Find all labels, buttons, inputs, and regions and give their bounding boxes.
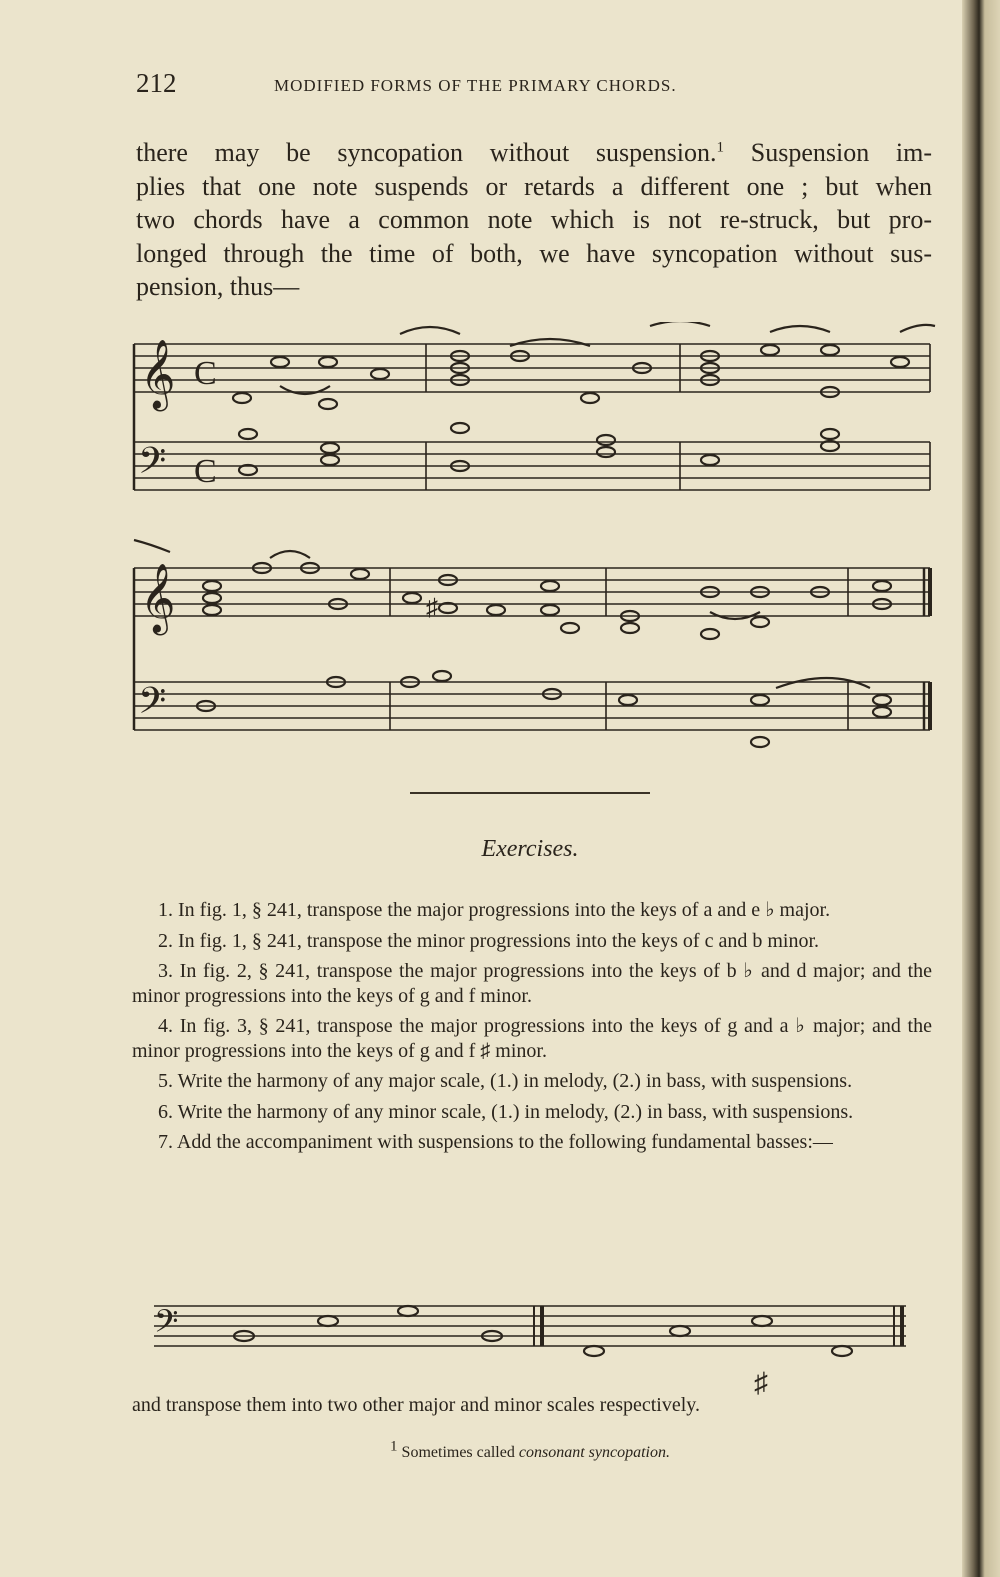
exercise-item: 5. Write the harmony of any major scale, (1.) in melody, (2.) in bass, with suspensions.: [158, 1070, 853, 1092]
exercise-item: 7. Add the accompaniment with suspensions to the following fundamental basses:—: [158, 1131, 833, 1153]
bass-clef-icon: 𝄢: [138, 680, 167, 731]
music-exercise-basses: [150, 1296, 920, 1396]
paragraph-line-4: longed through the time of both, we have syncopation without sus-: [136, 238, 932, 268]
time-signature: C: [194, 453, 217, 490]
section-divider: [410, 792, 650, 794]
treble-clef-icon: 𝄞: [140, 563, 176, 633]
footnote-ref: 1: [716, 139, 725, 156]
music-example-system-1: [130, 322, 940, 502]
bass-clef-icon: 𝄢: [154, 1303, 179, 1347]
footnote: [0, 1438, 1000, 1462]
closing-line: and transpose them into two other major and minor scales respectively.: [132, 1394, 700, 1416]
book-gutter: [962, 0, 1000, 1577]
exercise-item: 6. Write the harmony of any minor scale, (1.) in melody, (2.) in bass, with suspensions.: [158, 1100, 854, 1123]
time-signature: C: [194, 355, 217, 392]
paragraph-line-1: there may be syncopation without suspension.$^1$ Suspension im-: [136, 138, 933, 167]
sharp-icon: ♯: [754, 1368, 768, 1396]
exercise-item: 2. In fig. 1, § 241, transpose the minor progressions into the keys of c and b minor.: [158, 929, 820, 952]
exercise-item: 3. In fig. 2, § 241, transpose the major progressions into the keys of b ♭ and d major; and the minor progressions into the keys of g and f minor.: [132, 960, 932, 1007]
sharp-icon: ♯: [426, 595, 438, 621]
bass-clef-icon: 𝄢: [138, 440, 167, 491]
footnote-italic: consonant syncopation.: [518, 1444, 670, 1461]
exercises-heading: Exercises.: [481, 836, 579, 862]
paragraph-line-2: plies that one note suspends or retards a different one ; but when: [136, 171, 932, 201]
footnote-marker: 1: [390, 1438, 398, 1455]
notes-system-1: [233, 322, 935, 475]
exercise-list: [132, 898, 932, 1161]
chapter-title: MODIFIED FORMS OF THE PRIMARY CHORDS.: [274, 76, 677, 95]
body-paragraph: [136, 136, 932, 304]
music-example-system-2: [130, 538, 940, 752]
notes-system-2: [134, 540, 891, 747]
paragraph-line-3: two chords have a common note which is not re-struck, but pro-: [136, 205, 932, 234]
running-head: [136, 68, 936, 108]
paragraph-line-5: pension, thus—: [136, 272, 300, 301]
treble-clef-icon: 𝄞: [140, 339, 176, 409]
exercise-item: 4. In fig. 3, § 241, transpose the major progressions into the keys of g and a ♭ major; and the minor progressions into the keys of g and f ♯ minor.: [132, 1015, 932, 1062]
footnote-text: Sometimes called: [401, 1444, 515, 1461]
page-number: 212: [136, 68, 177, 98]
exercise-item: 1. In fig. 1, § 241, transpose the major progressions into the keys of a and e ♭ major.: [158, 899, 831, 921]
